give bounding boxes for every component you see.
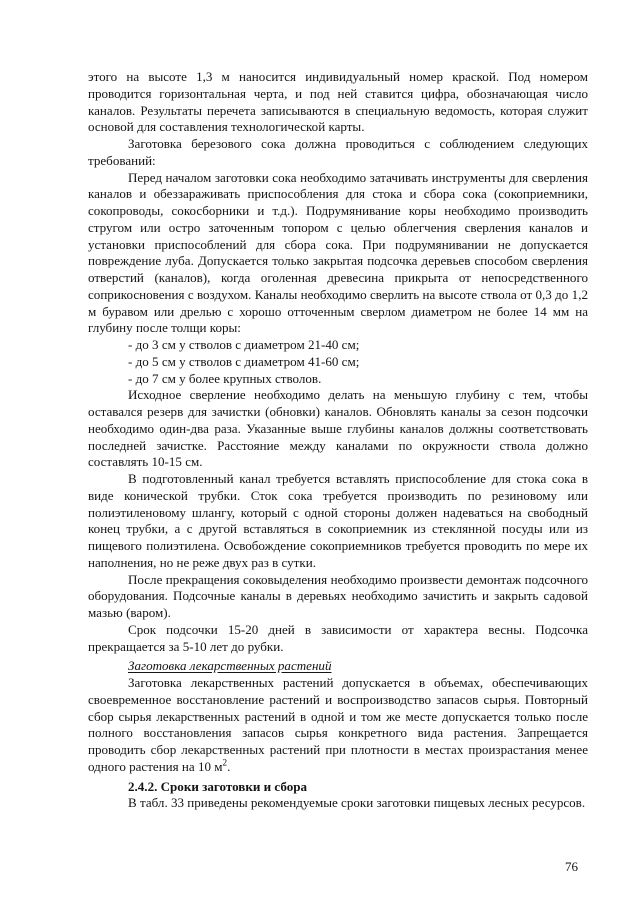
paragraph-drilling: Исходное сверление необходимо делать на меньшую глубину с тем, чтобы оставался резерв для зачистки (обновки) каналов. Обновлять каналы за сезон подсочки необходимо один-два раза. Указанные выше глубины каналов должны соответствовать последней зачистке. Расстояние между каналами по окружности ствола должно составлять 10-15 см. <box>88 387 588 470</box>
paragraph-sap-flow: В подготовленный канал требуется вставлять приспособление для стока сока в виде конической трубки. Сток сока требуется производить по резиновому или полиэтиленовому шлангу, который с одной стороны должен надеваться на свободный конец трубки, а с другой вставляться в сокоприемник из стеклянной посуды или из пищевого полиэтилена. Освобождение сокоприемников требуется проводить по мере их наполнения, но не реже двух раз в сутки. <box>88 471 588 570</box>
paragraph-table-reference: В табл. 33 приведены рекомендуемые сроки заготовки пищевых лесных ресурсов. <box>128 795 586 811</box>
document-body <box>88 69 588 812</box>
paragraph-intro: этого на высоте 1,3 м наносится индивидуальный номер краской. Под номером проводится горизонтальная черта, и под ней ставится цифра, обозначающая число каналов. Результаты перечета записываются в специальную ведомость, которая служит основой для составления технологической карты. <box>88 69 588 135</box>
paragraph-preparation: Перед началом заготовки сока необходимо затачивать инструменты для сверления каналов и обеззараживать приспособления для стока и сбора сока (сокоприемники, сокопроводы, сокосборники и т.д.). Подрумянивание коры необходимо производить стругом или остро заточенным топором с целью облегчения сверления каналов и установки приспособлений для сбора сока. При подрумянивании не допускается повреждение луба. Допускается только закрытая подсочка деревьев способом сверления отверстий (каналов), когда оголенная древесина прикрыта от непосредственного соприкосновения с воздухом. Каналы необходимо сверлить на высоте ствола от 0,3 до 1,2 м буравом или дрелью с хорошо отточенным сверлом диаметром не более 14 мм на глубину после толщи коры: <box>88 169 588 336</box>
list-item: - до 3 см у стволов с диаметром 21-40 см; <box>128 337 360 352</box>
section-title: 2.4.2. Сроки заготовки и сбора <box>128 778 307 794</box>
paragraph-requirements: Заготовка березового сока должна проводиться с соблюдением следующих требований: <box>88 136 588 168</box>
list-item: - до 7 см у более крупных стволов. <box>128 370 322 386</box>
paragraph-tapping-period: Срок подсочки 15-20 дней в зависимости от характера весны. Подсочка прекращается за 5-10 лет до рубки. <box>88 621 588 654</box>
depth-list <box>88 337 588 387</box>
list-item: - до 5 см у стволов с диаметром 41-60 см; <box>128 353 360 369</box>
page-number: 76 <box>565 859 578 874</box>
medicinal-text: Заготовка лекарственных растений допускается в объемах, обеспечивающих своевременное восстановление растений и воспроизводство запасов сырья. Повторный сбор сырья лекарственных растений в одной и том же месте допускается только после полного восстановления запасов сырья конкретного вида растения. Запрещается проводить сбор лекарственных растений при плотности в местах произрастания менее одного растения на 10 м <box>88 675 588 774</box>
medicinal-text-end: . <box>227 758 231 774</box>
superscript-two: 2 <box>222 757 228 768</box>
paragraph-dismantling: После прекращения соковыделения необходимо произвести демонтаж подсочного оборудования. Подсочные каналы в деревьях необходимо зачистить и закрыть садовой мазью (варом). <box>88 571 588 620</box>
subheading-medicinal-plants: Заготовка лекарственных растений <box>128 658 332 674</box>
paragraph-medicinal-plants <box>88 675 588 776</box>
